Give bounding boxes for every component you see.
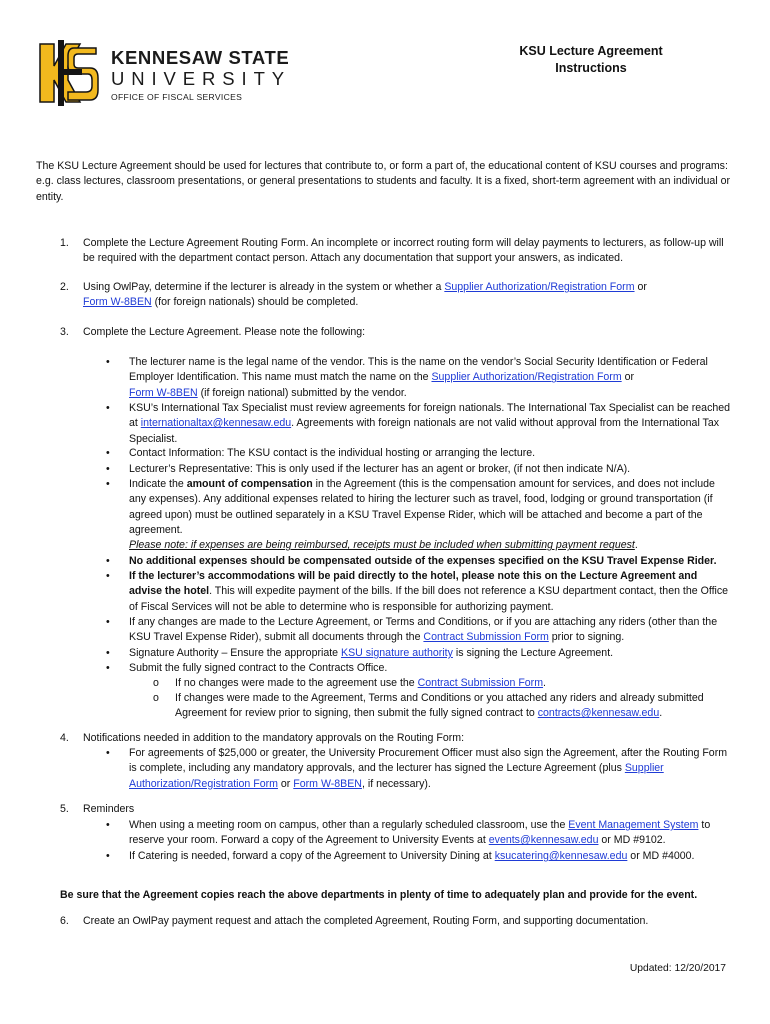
bullet-representative: • Lecturer’s Representative: This is only used if the lecturer has an agent or broker, (if not then indicate N/A). — [129, 462, 733, 477]
title-line2: Instructions — [555, 60, 627, 75]
sub-no-changes — [175, 676, 733, 691]
text-span: . — [634, 539, 638, 552]
item-5-text: Reminders — [83, 803, 135, 815]
university-wordmark — [111, 48, 311, 103]
bullet-changes — [129, 615, 733, 646]
w8ben-link[interactable]: Form W-8BEN — [129, 386, 198, 399]
intl-tax-email-link[interactable]: internationaltax@kennesaw.edu — [140, 417, 292, 430]
bullet-signature — [129, 646, 733, 661]
contracts-email-link[interactable]: contracts@kennesaw.edu — [537, 707, 660, 720]
item-number: 3. — [60, 326, 69, 338]
text-span: KSU’s International Tax Specialist must review agreements for foreign nationals. The International Tax Specialist can be reached at — [129, 402, 731, 430]
text-span: or — [634, 281, 647, 293]
item-4-text: Notifications needed in addition to the mandatory approvals on the Routing Form: — [83, 732, 465, 744]
w8ben-link[interactable]: Form W-8BEN — [83, 296, 152, 309]
reimbursement-note: Please note: if expenses are being reimbursed, receipts must be included when submitting payment request — [129, 539, 635, 552]
bullet-compensation — [129, 477, 733, 553]
text-span: If Catering is needed, forward a copy of the Agreement to University Dining at — [129, 850, 495, 862]
sub-changes-made — [175, 691, 733, 722]
supplier-form-link[interactable]: Supplier — [624, 762, 664, 775]
bold-notice: Be sure that the Agreement copies reach the above departments in plenty of time to adequately plan and provide for the event. — [60, 889, 698, 901]
university-name-line1: KENNESAW STATE — [111, 47, 290, 68]
text-span: Indicate the — [129, 478, 187, 490]
supplier-form-link[interactable]: Supplier Authorization/Registration Form — [444, 281, 635, 293]
ksu-logo — [38, 40, 100, 106]
text-span: . — [543, 677, 546, 689]
contract-submission-link[interactable]: Contract Submission Form — [417, 677, 544, 689]
item-number: 2. — [60, 281, 69, 293]
text-span: (for foreign nationals) should be completed. — [151, 296, 359, 309]
bullet-legal-name — [129, 355, 733, 401]
text-span: . Agreements with foreign nationals are not valid without approval from the International Tax Specialist. — [129, 417, 720, 445]
bullet-contact-info: • Contact Information: The KSU contact is the individual hosting or arranging the lecture. — [129, 446, 733, 461]
event-management-link[interactable]: Event Management System — [568, 819, 699, 831]
text-span: to reserve your room. Forward a copy of the Agreement to University Events at — [129, 819, 711, 847]
bullet-submit-contract: • Submit the fully signed contract to the Contracts Office. — [129, 661, 733, 676]
item-number: 4. — [60, 732, 69, 744]
hotel-bold: If the lecturer’s accommodations will be paid directly to the hotel, please note this on the Lecture Agreement and advise the hotel — [129, 570, 698, 598]
item-1-text: Complete the Lecture Agreement Routing Form. An incomplete or incorrect routing form will delay payments to lecturers, as follow-up will be required with the department contact person. Attach any documentation that support your answers, as indicated. — [83, 237, 724, 265]
item-6-text: Create an OwlPay payment request and attach the completed Agreement, Routing Form, and supporting documentation. — [83, 915, 649, 927]
no-additional-bold: No additional expenses should be compensated outside of the expenses specified on the KSU Travel Expense Rider. — [129, 555, 717, 567]
item-number: 6. — [60, 915, 69, 927]
supplier-form-link[interactable]: Supplier Authorization/Registration Form — [431, 371, 622, 384]
bullet-procurement — [129, 746, 733, 792]
text-span: . — [659, 707, 663, 720]
item-2-text — [83, 280, 733, 311]
text-span: Signature Authority – Ensure the appropriate — [129, 647, 342, 659]
events-email-link[interactable]: events@kennesaw.edu — [488, 834, 599, 847]
supplier-form-link[interactable]: Authorization/Registration Form — [129, 777, 278, 790]
office-name: OFFICE OF FISCAL SERVICES — [111, 92, 243, 102]
text-span: , if necessary). — [361, 777, 431, 790]
intro-paragraph: The KSU Lecture Agreement should be used for lectures that contribute to, or form a part of, the educational content of KSU courses and programs: e.g. class lectures, classroom presentations, or general presentations to students and faculty. It is a fixed, short-term agreement with an individual or entity. — [36, 160, 731, 203]
text-span: If any changes are made to the Lecture Agreement, or Terms and Conditions, or if you are attaching any riders (other than the KSU Travel Expense Rider), submit all documents through the — [129, 616, 718, 644]
text-span: Using OwlPay, determine if the lecturer is already in the system or whether a — [83, 281, 445, 293]
ksu-signature-link[interactable]: KSU signature authority — [341, 647, 453, 659]
text-span: When using a meeting room on campus, other than a regularly scheduled classroom, use the — [129, 819, 569, 831]
bullet-hotel — [129, 569, 733, 615]
text-span: If changes were made to the Agreement, Terms and Conditions or you attached any riders and already submitted Agreement for review prior to signing, then submit the fully signed contract to — [175, 692, 704, 720]
updated-date: Updated: 12/20/2017 — [629, 963, 726, 974]
text-span: or — [277, 777, 294, 790]
text-span: or MD #4000. — [627, 850, 695, 862]
text-span: . This will expedite payment of the bills. If the bill does not reference a KSU department contact, then the Office of Fiscal Services will not be able to determine who is responsible for authorizing payment. — [129, 585, 729, 613]
text-span: For agreements of $25,000 or greater, the University Procurement Officer must also sign the Agreement, after the Routing Form is complete, including any mandatory approvals, and the lecturer has signed the Lecture Agreement (plus — [129, 747, 728, 775]
text-span: (if foreign national) submitted by the vendor. — [197, 386, 407, 399]
text-span: The lecturer name is the legal name of the vendor. This is the name on the vendor’s Social Security Identification or Federal Employer Identification. This name must match the name on the — [129, 356, 708, 384]
text-span: If no changes were made to the agreement use the — [175, 677, 418, 689]
bullet-intl-tax — [129, 401, 733, 447]
text-span: or MD #9102. — [598, 834, 666, 847]
text-span: prior to signing. — [548, 631, 625, 644]
page-title — [486, 43, 696, 76]
bullet-meeting-room — [129, 818, 733, 849]
item-3-text: Complete the Lecture Agreement. Please note the following: — [83, 326, 366, 338]
bullet-catering — [129, 849, 733, 864]
item-number: 1. — [60, 237, 69, 249]
text-span: in the Agreement (this is the compensation amount for services, and does not include any expenses). Any additional expenses related to hiring the lecturer such as travel, food, lodging or ground transportation (if agreed upon) must be outlined separately in a KSU Travel Expense Rider, which will be attached and become a part of the agreement. — [129, 478, 715, 536]
catering-email-link[interactable]: ksucatering@kennesaw.edu — [494, 850, 628, 862]
w8ben-link[interactable]: Form W-8BEN — [293, 777, 362, 790]
item-number: 5. — [60, 803, 69, 815]
university-name-line2: UNIVERSITY — [111, 68, 292, 89]
compensation-bold: amount of compensation — [186, 478, 313, 490]
text-span: or — [621, 371, 635, 384]
contract-submission-link[interactable]: Contract Submission Form — [423, 631, 549, 644]
title-line1: KSU Lecture Agreement — [519, 44, 663, 58]
text-span: is signing the Lecture Agreement. — [452, 647, 614, 659]
bullet-no-additional — [129, 554, 733, 569]
